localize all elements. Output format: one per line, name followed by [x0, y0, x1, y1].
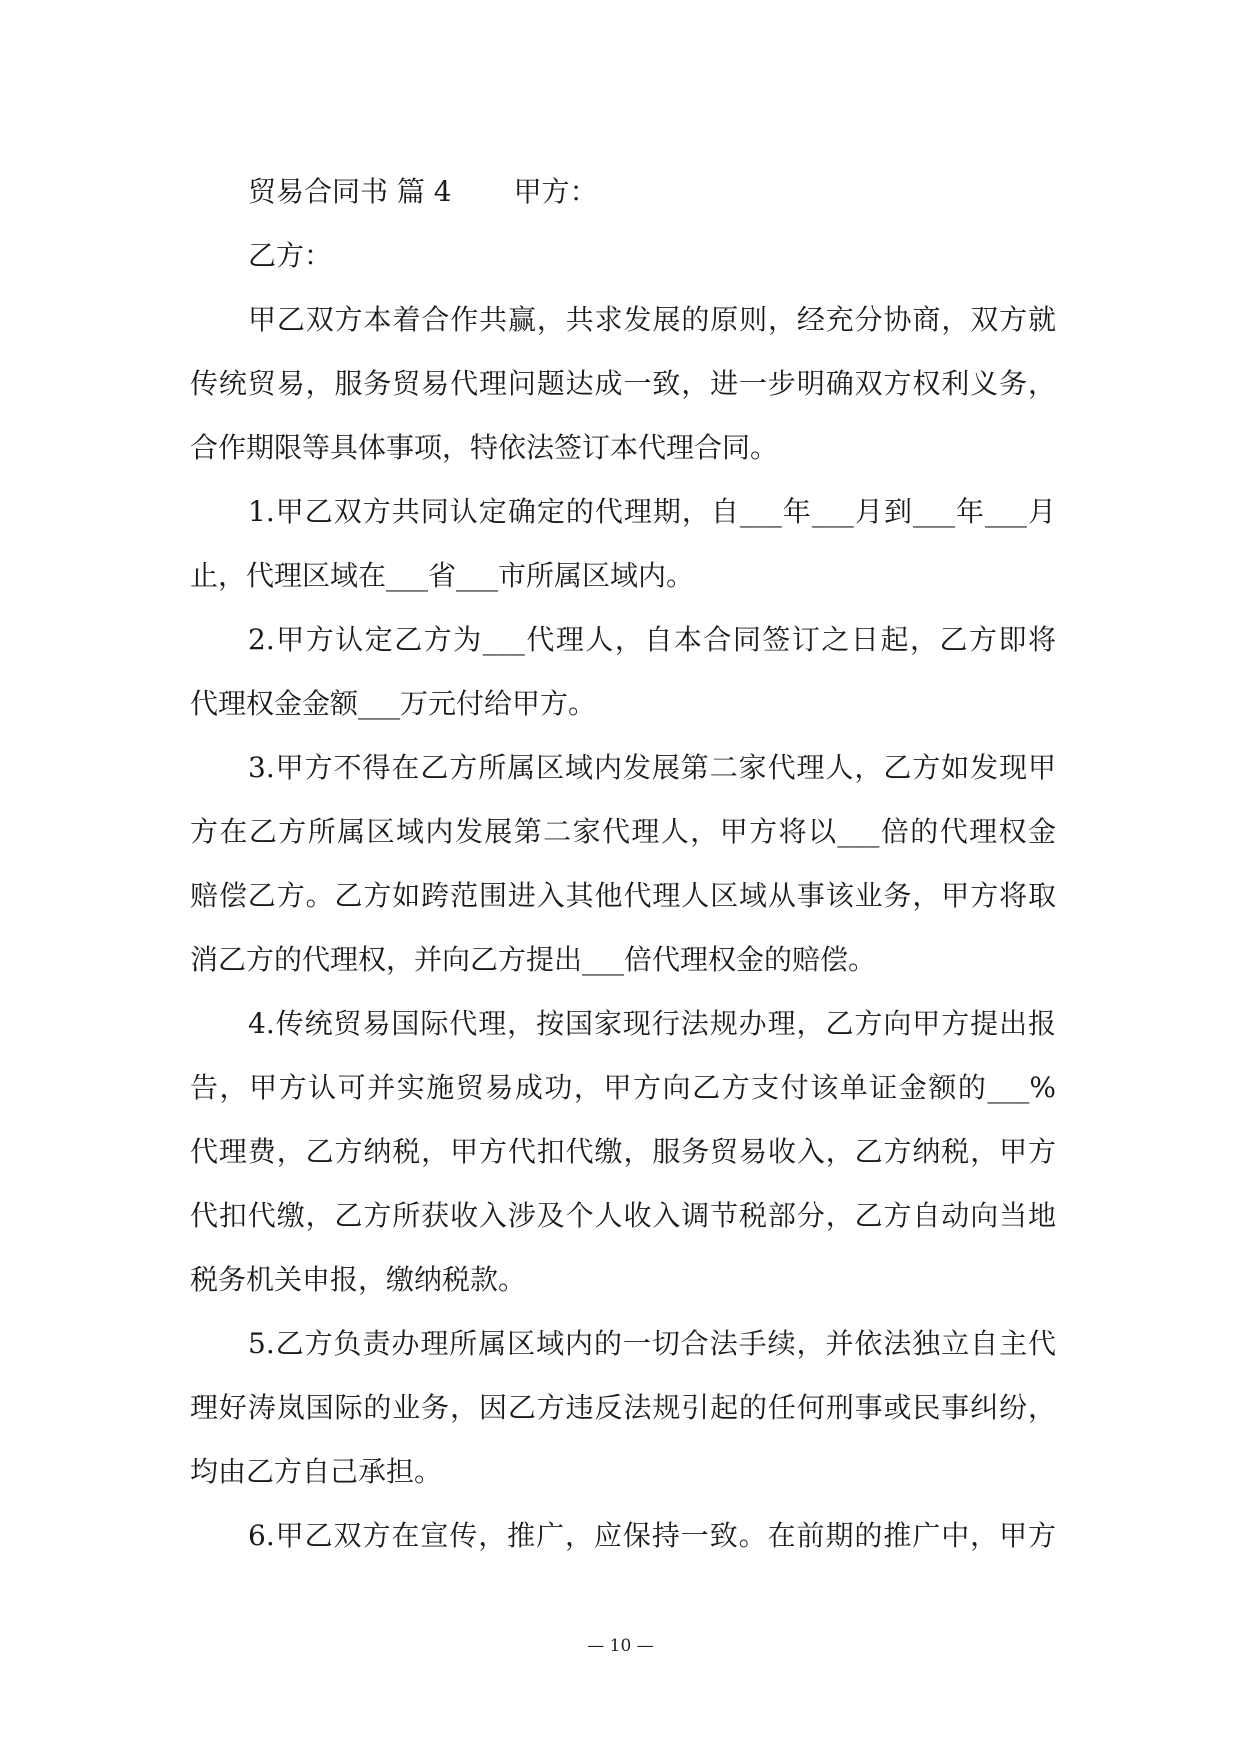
clause-4-line: 税务机关申报，缴纳税款。 [190, 1263, 527, 1296]
clause-5-line: 均由乙方自己承担。 [190, 1455, 443, 1488]
clause-3-line: 赔偿乙方。乙方如跨范围进入其他代理人区域从事该业务，甲方将取 [190, 879, 1056, 912]
clause-5-line: 理好涛岚国际的业务，因乙方违反法规引起的任何刑事或民事纠纷， [190, 1391, 1056, 1424]
title-line [190, 160, 1056, 224]
paragraph-line: 甲乙双方本着合作共赢，共求发展的原则，经充分协商，双方就 [248, 303, 1056, 336]
clause-3-line: 消乙方的代理权，并向乙方提出___倍代理权金的赔偿。 [190, 943, 877, 976]
clause-4-line: 代扣代缴，乙方所获收入涉及个人收入调节税部分，乙方自动向当地 [190, 1199, 1056, 1232]
clause-6-line: 6.甲乙双方在宣传，推广，应保持一致。在前期的推广中，甲方 [248, 1519, 1056, 1552]
party-b-line: 乙方： [248, 239, 333, 272]
clause-3-line: 方在乙方所属区域内发展第二家代理人，甲方将以___倍的代理权金 [190, 815, 1056, 848]
clause-1-line: 止，代理区域在___省___市所属区域内。 [190, 559, 695, 592]
paragraph-line: 传统贸易，服务贸易代理问题达成一致，进一步明确双方权利义务， [190, 367, 1056, 400]
document-title: 贸易合同书 篇 4 [248, 175, 452, 208]
paragraph-line: 合作期限等具体事项，特依法签订本代理合同。 [190, 431, 779, 464]
clause-2-line: 2.甲方认定乙方为___代理人，自本合同签订之日起，乙方即将 [248, 623, 1056, 656]
clause-2-line: 代理权金金额___万元付给甲方。 [190, 687, 597, 720]
party-a-label: 甲方： [513, 175, 598, 208]
clause-3-line: 3.甲方不得在乙方所属区域内发展第二家代理人，乙方如发现甲 [248, 751, 1056, 784]
clause-1-line: 1.甲乙双方共同认定确定的代理期，自___年___月到___年___月 [248, 495, 1056, 528]
clause-5-line: 5.乙方负责办理所属区域内的一切合法手续，并依法独立自主代 [248, 1327, 1056, 1360]
clause-4-line: 代理费，乙方纳税，甲方代扣代缴，服务贸易收入，乙方纳税，甲方 [190, 1135, 1056, 1168]
page-number: — 10 — [587, 1636, 654, 1656]
clause-4-line: 4.传统贸易国际代理，按国家现行法规办理，乙方向甲方提出报 [248, 1007, 1056, 1040]
clause-4-line: 告，甲方认可并实施贸易成功，甲方向乙方支付该单证金额的___% [190, 1071, 1056, 1104]
document-body [190, 160, 1056, 1568]
